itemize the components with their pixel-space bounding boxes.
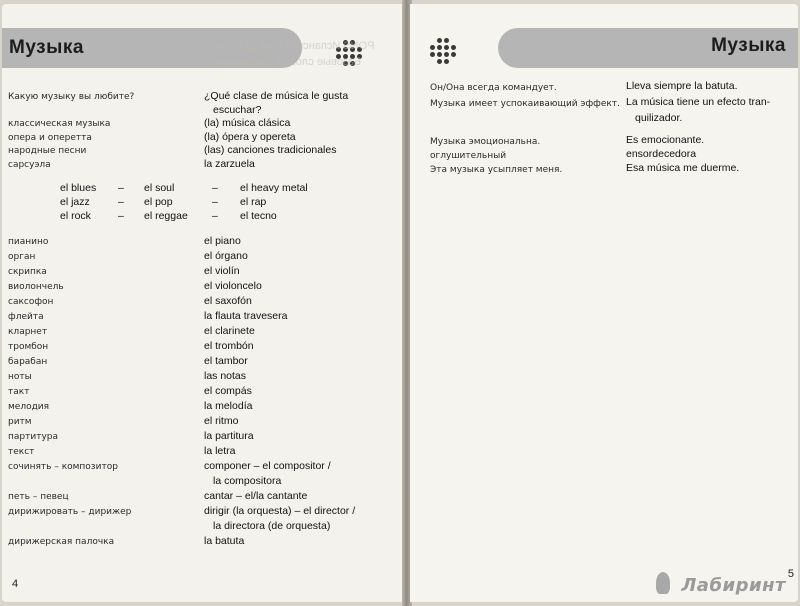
phrase-ru: флейта [8, 312, 44, 322]
phrase-ru: Эта музыка усыпляет меня. [430, 165, 563, 175]
phrase-ru: Он/Она всегда командует. [430, 83, 557, 93]
phrase-es: (las) canciones tradicionales [204, 144, 337, 157]
phrase-es: la letra [204, 445, 236, 457]
phrase-ru: Музыка эмоциональна. [430, 137, 541, 147]
phrase-es: el violoncelo [204, 280, 262, 292]
phrase-ru: тромбон [8, 342, 49, 352]
phrase-ru: Какую музыку вы любите? [8, 92, 135, 102]
phrase-es: el violín [204, 265, 240, 277]
phrase-es: la compositora [213, 475, 282, 487]
phrase-es: el tambor [204, 355, 248, 367]
dot [444, 45, 449, 50]
watermark: Лабиринт [681, 575, 786, 596]
phrase-es: (la) música clásica [204, 117, 291, 130]
music-style: el heavy metal [240, 182, 308, 194]
dot [444, 38, 449, 43]
phrase-es: Es emocionante. [626, 134, 705, 146]
phrase-ru: классическая музыка [8, 119, 111, 130]
dot [437, 59, 442, 64]
phrase-ru: пианино [8, 237, 49, 247]
phrase-es: el piano [204, 235, 241, 247]
bleed-through-text: Базовые слова и выражения [214, 56, 362, 68]
phrase-es: las notas [204, 370, 247, 382]
dot [444, 52, 449, 57]
dot [437, 52, 442, 57]
phrase-ru: барабан [8, 357, 48, 367]
phrase-ru: скрипка [8, 267, 47, 277]
phrase-ru: оглушительный [430, 151, 507, 161]
phrase-es: el trombón [204, 340, 254, 352]
dot [437, 38, 442, 43]
music-style: el rap [240, 196, 267, 208]
phrase-ru: дирижерская палочка [8, 537, 115, 547]
phrase-ru: орган [8, 252, 36, 262]
phrase-es: la directora (de orquesta) [213, 520, 331, 532]
phrase-es: la melodía [204, 400, 253, 412]
dash-separator: – [118, 210, 124, 222]
labirint-logo-icon [656, 572, 670, 594]
phrase-es: el órgano [204, 250, 248, 262]
phrase-ru: Музыка имеет успокаивающий эффект. [430, 99, 620, 109]
phrase-es: Esa música me duerme. [626, 162, 740, 174]
dot [430, 52, 435, 57]
phrase-es: la flauta travesera [204, 310, 288, 322]
phrase-es: la partitura [204, 430, 254, 442]
phrase-es: el ritmo [204, 415, 239, 427]
page-number: 5 [787, 568, 794, 580]
music-style: el rock [60, 210, 91, 222]
phrase-ru: ритм [8, 417, 32, 427]
phrase-es: cantar – el/la cantante [204, 490, 308, 502]
page-title: Музыка [9, 37, 84, 58]
dash-separator: – [212, 182, 218, 194]
phrase-ru: виолончель [8, 282, 64, 292]
phrase-ru: сарсуэла [8, 160, 51, 170]
dash-separator: – [212, 210, 218, 222]
phrase-es: la zarzuela [204, 158, 255, 170]
phrase-es: quilizador. [635, 112, 683, 124]
dot [451, 52, 456, 57]
music-style: el pop [144, 196, 173, 208]
phrase-es: el clarinete [204, 325, 255, 337]
dot-grid-icon [430, 38, 456, 64]
phrase-ru: такт [8, 387, 30, 397]
dash-separator: – [118, 182, 124, 194]
dash-separator: – [118, 196, 124, 208]
phrase-ru: дирижировать – дирижер [8, 507, 132, 517]
phrase-ru: партитура [8, 432, 59, 442]
phrase-ru: народные песни [8, 146, 87, 157]
phrase-ru: опера и оперетта [8, 132, 92, 143]
phrase-es: ensordecedora [626, 148, 697, 160]
bleed-through-text: PONS Испанский язык. Для тех [214, 40, 375, 52]
phrase-ru: кларнет [8, 327, 48, 337]
dot [444, 59, 449, 64]
phrase-es: el saxofón [204, 295, 252, 307]
phrase-es: la batuta [204, 535, 245, 547]
page-number: 4 [12, 578, 19, 590]
phrase-ru: петь – певец [8, 492, 69, 502]
phrase-ru: саксофон [8, 297, 54, 307]
phrase-es: (la) ópera y opereta [204, 130, 296, 143]
phrase-es: componer – el compositor / [204, 460, 331, 472]
phrase-ru: текст [8, 447, 35, 457]
phrase-es: escuchar? [213, 103, 262, 116]
page-title: Музыка [711, 35, 786, 56]
phrase-es: La música tiene un efecto tran- [626, 96, 771, 108]
left-page [2, 4, 404, 602]
phrase-ru: сочинять – композитор [8, 462, 118, 472]
right-page [410, 4, 798, 602]
dot [451, 45, 456, 50]
dot [437, 45, 442, 50]
music-style: el jazz [60, 196, 90, 208]
music-style: el soul [144, 182, 175, 194]
music-style: el tecno [240, 210, 277, 222]
music-style: el blues [60, 182, 97, 194]
phrase-es: Lleva siempre la batuta. [626, 80, 738, 92]
phrase-ru: мелодия [8, 402, 50, 412]
dot [430, 45, 435, 50]
phrase-es: ¿Qué clase de música le gusta [204, 90, 349, 102]
phrase-ru: ноты [8, 372, 32, 382]
phrase-es: dirigir (la orquesta) – el director / [204, 505, 356, 517]
dash-separator: – [212, 196, 218, 208]
music-style: el reggae [144, 210, 188, 222]
phrase-es: el compás [204, 385, 252, 397]
